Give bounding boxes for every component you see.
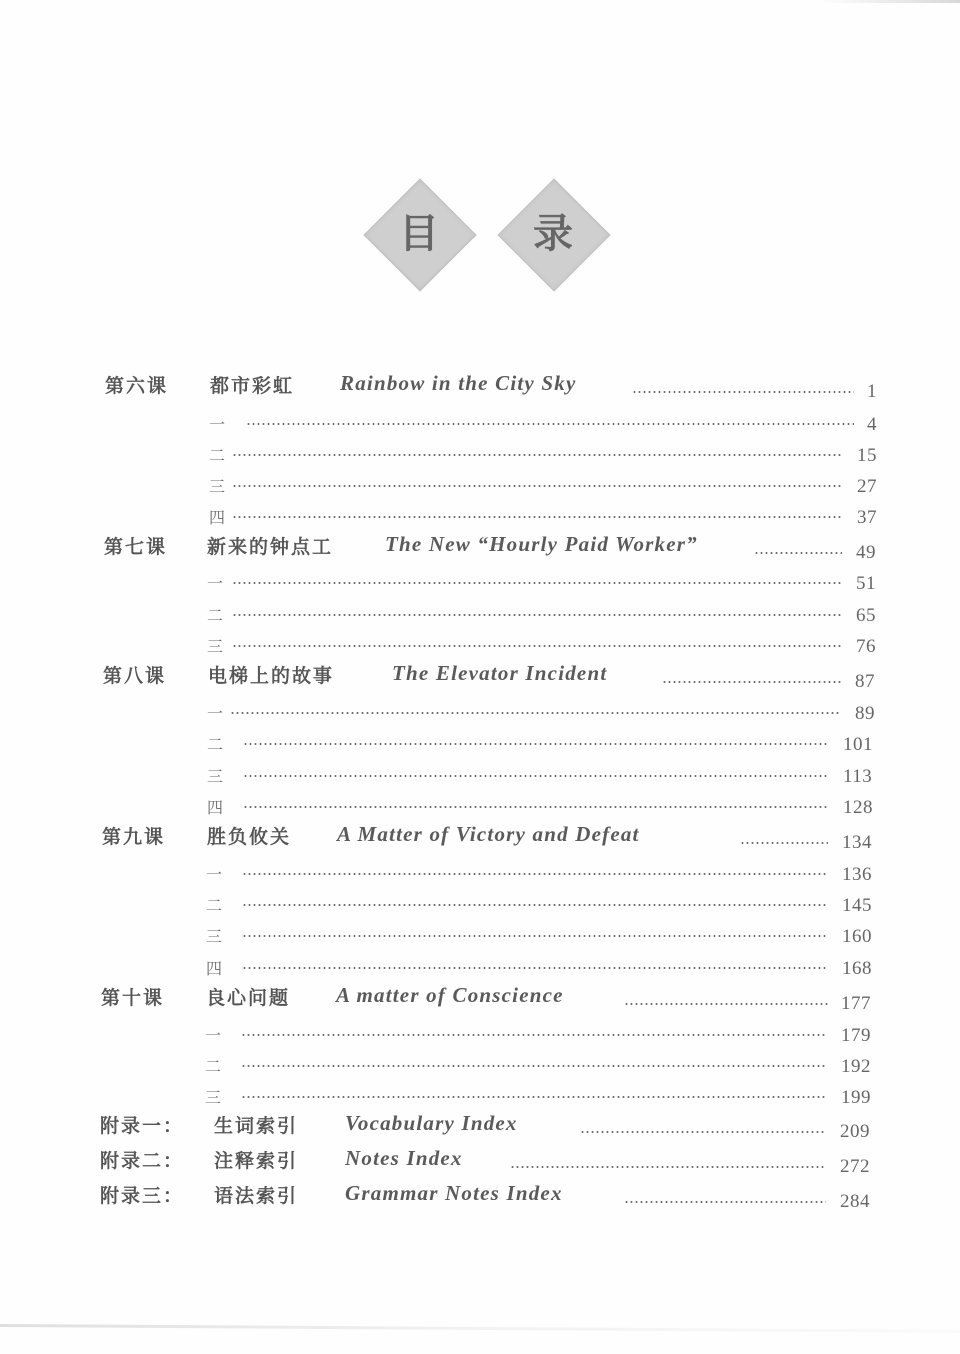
dot-leader [624,1003,828,1005]
page-number: 209 [840,1121,870,1142]
appendix-en-title: Notes Index [345,1146,463,1170]
section-label: 一 [206,865,223,884]
title-char-1: 目 [399,211,439,257]
section-label: 二 [207,735,224,754]
page-number: 89 [855,703,875,724]
dot-leader [580,1131,826,1133]
page-number: 15 [857,445,877,466]
lesson-cn-title: 都市彩虹 [210,375,295,397]
section-label: 三 [206,927,223,946]
toc-section[interactable] [0,1083,960,1113]
toc-section[interactable] [0,632,960,662]
page-number: 87 [855,671,875,692]
toc-section[interactable] [0,762,960,792]
section-label: 二 [205,1057,222,1076]
dot-leader [510,1166,826,1168]
toc-section[interactable] [0,441,960,471]
dot-leader [754,552,842,554]
lesson-label: 第九课 [102,826,166,848]
appendix-cn-title: 注释索引 [214,1150,299,1172]
toc-lesson-10[interactable] [0,983,960,1013]
toc-lesson-7[interactable] [0,532,960,562]
lesson-cn-title: 胜负攸关 [207,826,292,848]
page-number: 145 [842,895,872,916]
dot-leader [242,935,828,937]
toc-section[interactable] [0,793,960,823]
dot-leader [232,516,842,518]
appendix-en-title: Vocabulary Index [345,1111,518,1135]
page-number: 177 [841,993,871,1014]
dot-leader [241,1096,827,1098]
page-number: 113 [843,766,873,787]
page-number: 192 [841,1056,871,1077]
lesson-en-title: The New “Hourly Paid Worker” [385,532,698,556]
section-label: 一 [205,1026,222,1045]
title-diamond-1 [363,178,475,290]
toc-lesson-6[interactable] [0,371,960,401]
page-number: 284 [840,1191,870,1212]
dot-leader [246,423,854,425]
lesson-label: 第八课 [103,665,167,687]
dot-leader [232,582,842,584]
page-number: 49 [856,542,876,563]
toc-appendix-2[interactable] [0,1146,960,1176]
title-diamond-2 [497,178,609,290]
section-label: 三 [207,767,224,786]
toc-section[interactable] [0,699,960,729]
page-number: 37 [857,507,877,528]
dot-leader [242,904,828,906]
page-number: 51 [856,573,876,594]
dot-leader [243,775,829,777]
section-label: 四 [206,959,223,978]
toc-section[interactable] [0,954,960,984]
dot-leader [624,1201,826,1203]
toc-section[interactable] [0,601,960,631]
scan-edge-top [820,0,960,3]
lesson-label: 第七课 [104,536,168,558]
section-label: 四 [209,508,226,527]
dot-leader [232,454,842,456]
toc-section[interactable] [0,860,960,890]
toc-lesson-8[interactable] [0,661,960,691]
toc-section[interactable] [0,730,960,760]
section-label: 三 [207,637,224,656]
lesson-en-title: The Elevator Incident [392,661,608,685]
page-number: 4 [867,414,877,435]
toc-section[interactable] [0,503,960,533]
section-label: 三 [205,1088,222,1107]
toc-section[interactable] [0,1052,960,1082]
toc-section[interactable] [0,1021,960,1051]
dot-leader [241,1034,827,1036]
appendix-label: 附录一： [100,1115,185,1137]
dot-leader [241,1065,827,1067]
page-title [363,178,613,290]
title-char-2: 录 [533,211,573,257]
page-number: 128 [843,797,873,818]
dot-leader [230,712,840,714]
dot-leader [242,873,828,875]
dot-leader [232,614,842,616]
section-label: 四 [207,798,224,817]
appendix-label: 附录三： [100,1185,185,1207]
toc-section[interactable] [0,922,960,952]
section-label: 一 [209,415,226,434]
page-number: 27 [857,476,877,497]
dot-leader [632,391,854,393]
section-label: 二 [207,606,224,625]
section-label: 二 [206,896,223,915]
lesson-cn-title: 良心问题 [206,987,291,1009]
section-label: 二 [209,446,226,465]
appendix-en-title: Grammar Notes Index [345,1181,563,1205]
dot-leader [243,806,829,808]
page-number: 199 [841,1087,871,1108]
toc-appendix-1[interactable] [0,1111,960,1141]
dot-leader [232,645,842,647]
appendix-label: 附录二： [100,1150,185,1172]
dot-leader [242,967,828,969]
dot-leader [740,842,828,844]
page-number: 160 [842,926,872,947]
page-number: 65 [856,605,876,626]
toc-appendix-3[interactable] [0,1181,960,1211]
scan-edge-bottom [0,1324,960,1333]
dot-leader [243,743,829,745]
section-label: 一 [207,574,224,593]
section-label: 三 [209,477,226,496]
page-number: 179 [841,1025,871,1046]
dot-leader [662,681,842,683]
lesson-en-title: A Matter of Victory and Defeat [337,822,640,846]
lesson-en-title: A matter of Conscience [336,983,564,1007]
lesson-en-title: Rainbow in the City Sky [340,371,577,395]
toc-section[interactable] [0,410,960,440]
lesson-cn-title: 新来的钟点工 [207,536,334,558]
section-label: 一 [207,704,224,723]
page-number: 136 [842,864,872,885]
toc-section[interactable] [0,569,960,599]
page-number: 101 [843,734,873,755]
page-number: 272 [840,1156,870,1177]
toc-lesson-9[interactable] [0,822,960,852]
page-number: 168 [842,958,872,979]
dot-leader [232,485,842,487]
page-number: 1 [867,381,877,402]
page-number: 76 [856,636,876,657]
lesson-cn-title: 电梯上的故事 [208,665,335,687]
page-number: 134 [842,832,872,853]
lesson-label: 第六课 [105,375,169,397]
appendix-cn-title: 生词索引 [214,1115,299,1137]
toc-section[interactable] [0,472,960,502]
appendix-cn-title: 语法索引 [214,1185,299,1207]
lesson-label: 第十课 [101,987,165,1009]
toc-section[interactable] [0,891,960,921]
